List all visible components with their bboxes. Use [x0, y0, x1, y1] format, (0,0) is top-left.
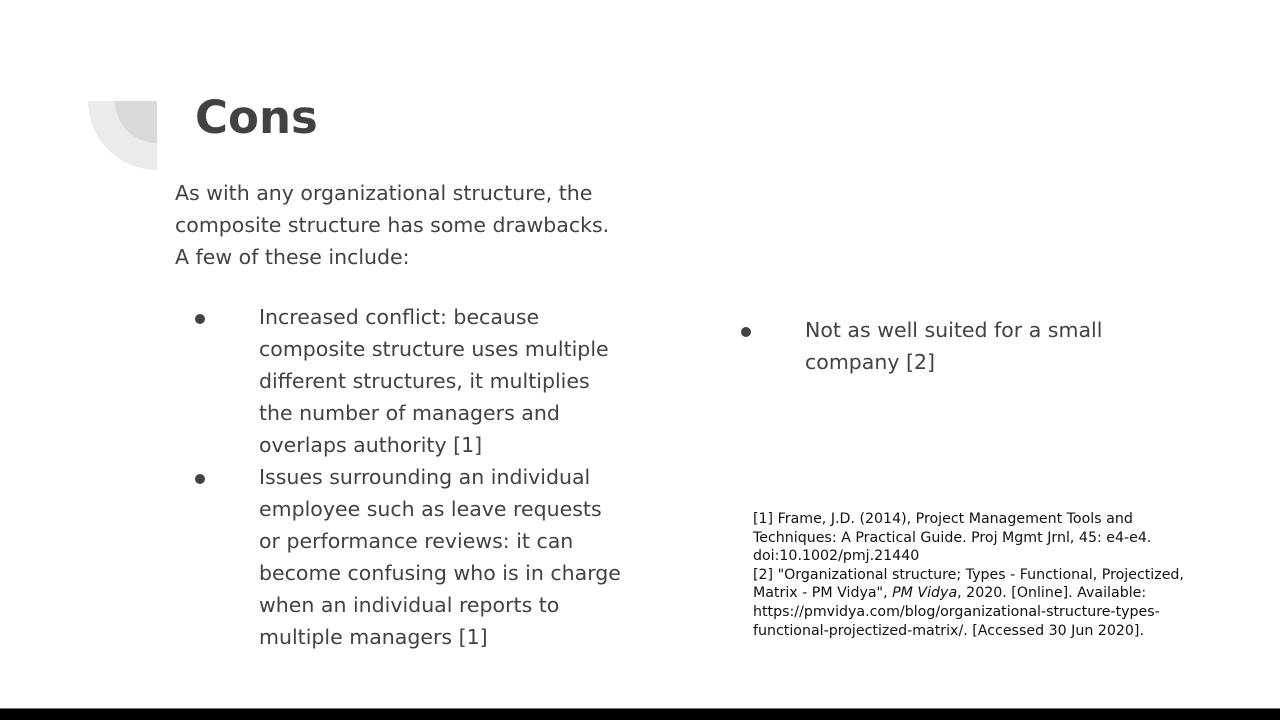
left-bullet-list: [195, 301, 625, 653]
bullet-text: Increased conflict: because composite structure uses multiple different structures, it multiplies the number of managers and overlaps authority [1]: [259, 305, 609, 457]
bullet-item: [195, 301, 625, 461]
reference-1: [1] Frame, J.D. (2014), Project Management Tools and Techniques: A Practical Guide. Proj Mgmt Jrnl, 45: e4-e4. doi:10.1002/pmj.21440: [753, 511, 1152, 565]
bullet-item: [741, 314, 1121, 378]
bullet-text: Issues surrounding an individual employee such as leave requests or performance reviews: it can become confusing who is in charge when an individual reports to multiple managers [1]: [259, 465, 621, 649]
bottom-bar: [0, 708, 1280, 720]
reference-2-text: [2] "Organizational structure; Types - Functional, Projectized, Matrix - PM Vidya",: [753, 566, 1184, 602]
reference-2-url-text: , 2020. [Online]. Available: https://pmvidya.com/blog/organizational-structure-types-functional-projectized-matrix/. [Accessed 30 Jun 2020].: [753, 585, 1160, 639]
bullet-icon: [741, 327, 751, 337]
bullet-icon: [195, 314, 205, 324]
reference-2-source: PM Vidya: [892, 585, 958, 602]
intro-paragraph: As with any organizational structure, the composite structure has some drawbacks. A few of these include:: [175, 181, 610, 269]
right-bullet-list: [741, 314, 1121, 378]
references: [753, 510, 1213, 640]
bullet-text: Not as well suited for a small company [2]: [805, 318, 1103, 374]
bullet-item: [195, 461, 625, 653]
bullet-icon: [195, 474, 205, 484]
reference-2: [753, 566, 1213, 640]
slide-title: Cons: [195, 91, 318, 144]
